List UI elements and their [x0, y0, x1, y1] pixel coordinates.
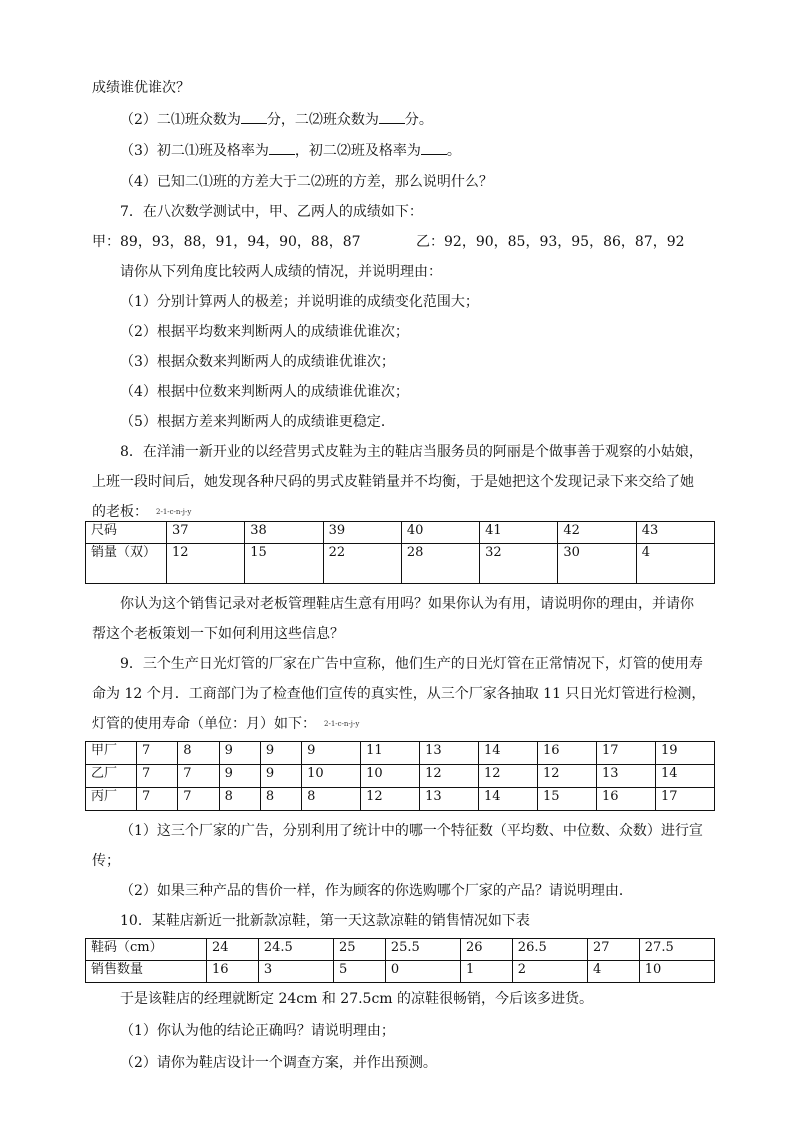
table-cell: 12	[479, 765, 538, 788]
table-cell: 26	[460, 939, 512, 961]
q6-part4: （4）已知二⑴班的方差大于二⑵班的方差，那么说明什么？	[120, 174, 493, 190]
table-cell: 10	[302, 765, 361, 788]
q6-tail: 成绩谁优谁次？	[92, 80, 190, 96]
table-cell: 43	[636, 522, 714, 544]
table-cell: 24.5	[258, 939, 333, 961]
q7-item: （1）分别计算两人的极差；并说明谁的成绩变化范围大；	[120, 294, 479, 310]
table-cell: 17	[655, 788, 714, 811]
table-cell: 12	[420, 765, 479, 788]
table-cell: 39	[323, 522, 401, 544]
table-row	[86, 961, 715, 983]
table-cell: 22	[323, 544, 401, 584]
table-cell: 10	[639, 961, 714, 983]
table-row	[86, 788, 715, 811]
q7-title: 7．在八次数学测试中，甲、乙两人的成绩如下：	[120, 204, 423, 220]
table-cell: 13	[420, 788, 479, 811]
table-cell: 38	[245, 522, 323, 544]
q8-line2: 上班一段时间后，她发现各种尺码的男式皮鞋销量并不均衡，于是她把这个发现记录下来交给了她	[92, 474, 694, 490]
table-cell: 15	[538, 788, 597, 811]
table-cell: 32	[480, 544, 558, 584]
watermark-mark: 2-1-c-n-j-y	[156, 508, 192, 516]
table-cell: 25.5	[385, 939, 460, 961]
q7-item: （2）根据平均数来判断两人的成绩谁优谁次；	[120, 324, 409, 340]
table-cell: 11	[361, 742, 420, 765]
q8-size-sales-table	[85, 521, 715, 584]
table-cell: 9	[219, 765, 260, 788]
table-cell: 19	[655, 742, 714, 765]
table-cell: 16	[207, 961, 259, 983]
table-row	[86, 742, 715, 765]
table-cell: 30	[558, 544, 636, 584]
table-cell: 37	[167, 522, 245, 544]
table-cell: 9	[260, 742, 301, 765]
q6-part3: （3）初二⑴班及格率为 ，初二⑵班及格率为 。	[120, 143, 461, 159]
table-cell: 14	[479, 788, 538, 811]
watermark-mark: 2-1-c-n-j-y	[324, 720, 360, 728]
q8-line1: 8．在洋浦一新开业的以经营男式皮鞋为主的鞋店当服务员的阿丽是个做事善于观察的小姑娘，	[120, 444, 703, 460]
table-row	[86, 765, 715, 788]
table-row	[86, 522, 715, 544]
table-cell: 40	[401, 522, 479, 544]
q10-sub1: （1）你认为他的结论正确吗？请说明理由；	[120, 1023, 395, 1039]
q7-intro: 请你从下列角度比较两人成绩的情况，并说明理由：	[120, 264, 442, 280]
q9-sub1-line1: （1）这三个厂家的广告，分别利用了统计中的哪一个特征数（平均数、中位数、众数）进行宣	[120, 823, 703, 839]
table-cell: 28	[401, 544, 479, 584]
table-cell: 7	[137, 742, 178, 765]
table-cell: 12	[538, 765, 597, 788]
table-cell: 销量（双）	[86, 544, 167, 584]
table-cell: 14	[479, 742, 538, 765]
table-cell: 13	[596, 765, 655, 788]
q9-sub1-line2: 传；	[92, 853, 120, 869]
table-cell: 5	[333, 961, 385, 983]
q6-part2: （2）二⑴班众数为 分，二⑵班众数为 分。	[120, 112, 433, 128]
table-cell: 27	[587, 939, 639, 961]
q7-jia-scores: 甲：89，93，88，91，94，90，88，87	[92, 234, 361, 250]
table-cell: 16	[596, 788, 655, 811]
table-cell: 7	[137, 765, 178, 788]
table-cell: 0	[385, 961, 460, 983]
table-cell: 9	[219, 742, 260, 765]
table-cell: 12	[361, 788, 420, 811]
table-row	[86, 544, 715, 584]
table-cell: 尺码	[86, 522, 167, 544]
q9-line3: 灯管的使用寿命（单位：月）如下： 2-1-c-n-j-y	[92, 716, 360, 732]
table-cell: 10	[361, 765, 420, 788]
table-cell: 25	[333, 939, 385, 961]
table-cell: 24	[207, 939, 259, 961]
table-cell: 7	[137, 788, 178, 811]
table-cell: 9	[302, 742, 361, 765]
table-cell: 8	[260, 788, 301, 811]
table-cell: 7	[178, 788, 219, 811]
table-cell: 3	[258, 961, 333, 983]
table-cell: 4	[587, 961, 639, 983]
q7-item: （3）根据众数来判断两人的成绩谁优谁次；	[120, 354, 395, 370]
table-cell: 1	[460, 961, 512, 983]
table-cell: 16	[538, 742, 597, 765]
q9-line2: 命为 12 个月．工商部门为了检查他们宣传的真实性，从三个厂家各抽取 11 只日光灯管进行检测，	[92, 686, 706, 702]
q10-conclusion: 于是该鞋店的经理就断定 24cm 和 27.5cm 的凉鞋很畅销，今后该多进货。	[120, 991, 594, 1007]
q7-yi-scores: 乙：92，90，85，93，95，86，87，92	[416, 234, 685, 250]
table-cell: 26.5	[512, 939, 587, 961]
table-cell: 2	[512, 961, 587, 983]
q8-answer-line2: 帮这个老板策划一下如何利用这些信息？	[92, 626, 344, 642]
table-cell: 4	[636, 544, 714, 584]
table-cell: 7	[178, 765, 219, 788]
table-cell: 8	[219, 788, 260, 811]
q8-line3: 的老板： 2-1-c-n-j-y	[92, 504, 192, 520]
q9-lifespan-table	[85, 741, 715, 811]
table-cell: 8	[178, 742, 219, 765]
table-cell: 17	[596, 742, 655, 765]
table-cell: 乙厂	[86, 765, 137, 788]
table-cell: 9	[260, 765, 301, 788]
table-cell: 42	[558, 522, 636, 544]
q8-answer-line1: 你认为这个销售记录对老板管理鞋店生意有用吗？如果你认为有用，请说明你的理由，并请你	[120, 596, 694, 612]
table-cell: 丙厂	[86, 788, 137, 811]
q10-sandal-sales-table	[85, 938, 715, 983]
q7-item: （4）根据中位数来判断两人的成绩谁优谁次；	[120, 384, 409, 400]
table-cell: 27.5	[639, 939, 714, 961]
table-cell: 鞋码（cm）	[86, 939, 207, 961]
table-cell: 8	[302, 788, 361, 811]
table-cell: 13	[420, 742, 479, 765]
table-cell: 15	[245, 544, 323, 584]
table-row	[86, 939, 715, 961]
q9-sub2: （2）如果三种产品的售价一样，作为顾客的你选购哪个厂家的产品？请说明理由．	[120, 883, 633, 899]
q9-line1: 9．三个生产日光灯管的厂家在广告中宣称，他们生产的日光灯管在正常情况下，灯管的使用寿	[120, 656, 703, 672]
table-cell: 销售数量	[86, 961, 207, 983]
table-cell: 12	[167, 544, 245, 584]
q10-sub2: （2）请你为鞋店设计一个调查方案，并作出预测。	[120, 1055, 437, 1071]
q10-title: 10．某鞋店新近一批新款凉鞋，第一天这款凉鞋的销售情况如下表	[120, 913, 530, 929]
table-cell: 41	[480, 522, 558, 544]
q7-item: （5）根据方差来判断两人的成绩谁更稳定．	[120, 414, 395, 430]
table-cell: 14	[655, 765, 714, 788]
table-cell: 甲厂	[86, 742, 137, 765]
